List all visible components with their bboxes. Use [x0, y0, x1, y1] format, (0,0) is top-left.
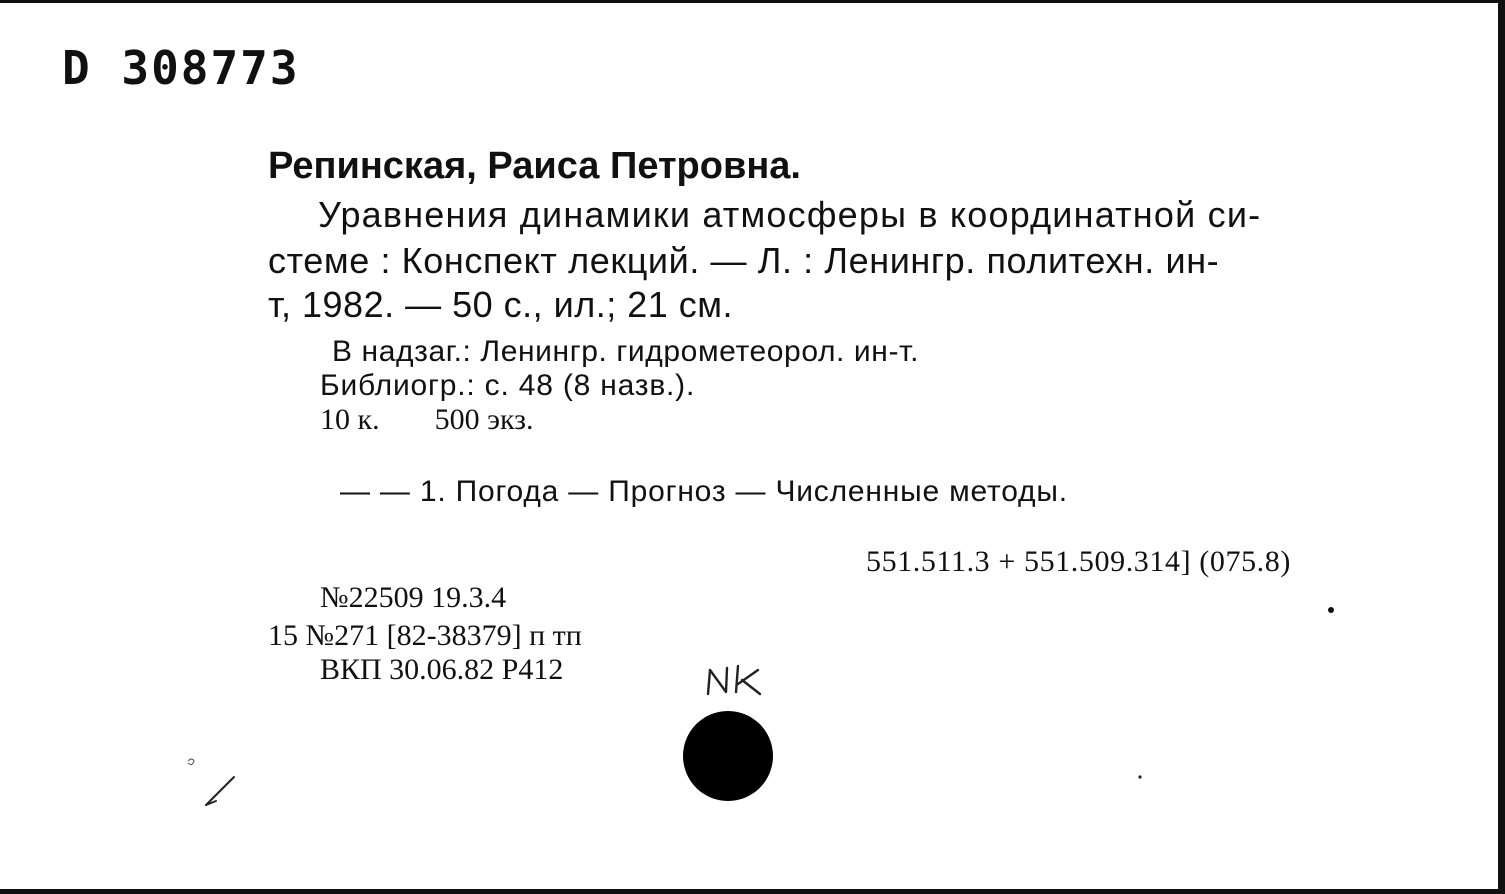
price-copies-line	[320, 405, 533, 435]
author-heading: Репинская, Раиса Петровна.	[268, 145, 801, 187]
black-dot-mark	[680, 708, 776, 804]
handwritten-initials	[700, 658, 770, 700]
price: 10 к.	[320, 403, 380, 436]
classification-number: 551.511.3 + 551.509.314] (075.8)	[866, 545, 1291, 578]
pencil-checkmark	[176, 751, 246, 813]
title-line: Уравнения динамики атмосферы в координатной си-	[318, 194, 1262, 235]
title-line: стеме : Конспект лекций. — Л. : Ленингр. политехн. ин-	[268, 240, 1220, 281]
note-line: Библиогр.: с. 48 (8 назв.).	[320, 369, 696, 402]
note-line: В надзаг.: Ленингр. гидрометеорол. ин-т.	[332, 335, 919, 368]
title-line: т, 1982. — 50 с., ил.; 21 см.	[268, 284, 734, 325]
subject-heading: — — 1. Погода — Прогноз — Численные методы.	[340, 475, 1068, 508]
copies: 500 экз.	[434, 403, 534, 436]
ink-speck	[1136, 773, 1144, 781]
ink-speck	[1326, 605, 1336, 615]
call-number: D 308773	[62, 41, 300, 95]
record-line: №22509 19.3.4	[320, 581, 507, 614]
record-line: ВКП 30.06.82 Р412	[320, 653, 564, 686]
record-line: 15 №271 [82-38379] п тп	[268, 619, 582, 652]
